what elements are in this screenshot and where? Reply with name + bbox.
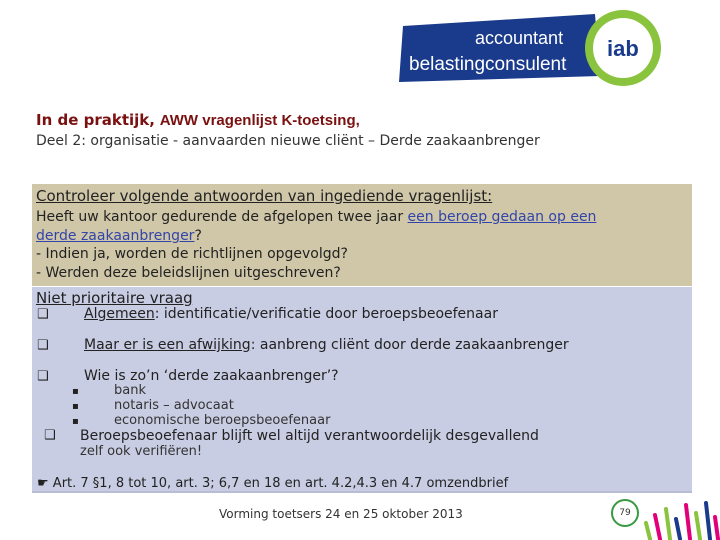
- box1-line4: - Indien ja, worden de richtlijnen opgevolgd?: [36, 246, 348, 262]
- box1-line1: Controleer volgende antwoorden van ingediende vragenlijst:: [36, 187, 493, 205]
- item1-bold: Algemeen: [84, 306, 155, 322]
- box2-header: Niet prioritaire vraag: [36, 289, 193, 307]
- logo-graphic: [395, 6, 685, 88]
- reference-text: Art. 7 §1, 8 tot 10, art. 3; 6,7 en 18 en art. 4.2,4.3 en 4.7 omzendbrief: [52, 476, 509, 491]
- page-subtitle: Deel 2: organisatie - aanvaarden nieuwe cliënt – Derde zaakaanbrenger: [36, 133, 540, 149]
- item1-rest: : identificatie/verificatie door beroepsbeoefenaar: [154, 306, 498, 322]
- box2-item4: [80, 428, 539, 445]
- sub-item-notaris: notaris – advocaat: [114, 398, 234, 413]
- pointing-hand-icon: ☛: [37, 476, 49, 491]
- checkbox-icon: ❑: [37, 338, 49, 353]
- logo-badge: iab: [607, 36, 639, 61]
- decorative-bars: [640, 495, 720, 540]
- box2-item3: Wie is zo’n ‘derde zaakaanbrenger’?: [84, 368, 339, 384]
- logo: [395, 6, 685, 88]
- square-bullet-icon: ▪: [72, 401, 79, 412]
- sub-item-bank: bank: [114, 383, 146, 398]
- page-title: [36, 111, 360, 129]
- checkbox-icon: ❑: [37, 369, 49, 384]
- item2-rest: : aanbreng cliënt door derde zaakaanbrenger: [250, 337, 569, 353]
- item4-bold: Beroepsbeoefenaar blijft wel altijd verantwoordelijk: [80, 428, 442, 444]
- box1-line3: [36, 227, 202, 245]
- page-number: 79: [611, 499, 639, 527]
- sub-item-economisch: economische beroepsbeoefenaar: [114, 413, 331, 428]
- logo-line1: accountant: [475, 28, 564, 48]
- panel-shadow: [32, 491, 692, 493]
- square-bullet-icon: ▪: [72, 416, 79, 427]
- box1-line3-post: ?: [194, 228, 202, 244]
- item2-bold: Maar er is een afwijking: [84, 337, 251, 353]
- logo-line2: belastingconsulent: [409, 54, 567, 75]
- square-bullet-icon: ▪: [72, 386, 79, 397]
- link-beroep[interactable]: een beroep gedaan op een: [407, 209, 597, 225]
- footer-text: Vorming toetsers 24 en 25 oktober 2013: [219, 507, 463, 521]
- title-part2: AWW vragenlijst K-toetsing,: [159, 112, 360, 129]
- box1-line2: [36, 208, 596, 226]
- box1-line5: - Werden deze beleidslijnen uitgeschreven?: [36, 265, 341, 281]
- checkbox-icon: ❑: [37, 307, 49, 322]
- title-part1: In de praktijk,: [36, 111, 155, 129]
- reference-line: [37, 475, 508, 492]
- box2-item1: [84, 306, 498, 323]
- box2-item2: [84, 337, 569, 354]
- box1-line2-text: Heeft uw kantoor gedurende de afgelopen twee jaar: [36, 209, 408, 225]
- item4-rest: desgevallend: [441, 428, 539, 444]
- item4-line2: zelf ook verifiëren!: [80, 444, 203, 459]
- checkbox-icon: ❑: [44, 428, 56, 443]
- link-derde-zaakaanbrenger[interactable]: derde zaakaanbrenger: [36, 228, 195, 244]
